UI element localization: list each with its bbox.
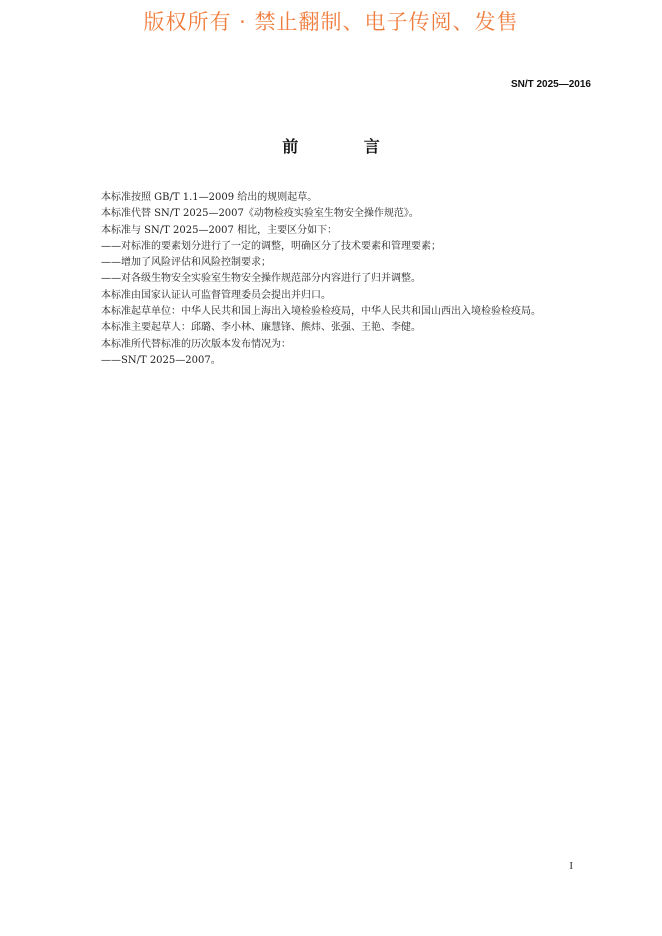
paragraph: 本标准起草单位：中华人民共和国上海出入境检验检疫局，中华人民共和国山西出入境检验检疫局。 <box>101 306 541 318</box>
list-item: ——SN/T 2025—2007。 <box>101 354 221 366</box>
foreword-body <box>80 190 592 369</box>
standard-number: SN/T 2025—2016 <box>510 79 591 90</box>
section-title: 前 言 <box>282 137 410 156</box>
list-item: ——对标准的要素划分进行了一定的调整，明确区分了技术要素和管理要素； <box>101 240 441 252</box>
list-item: ——增加了风险评估和风险控制要求； <box>101 257 271 269</box>
paragraph: 本标准由国家认证认可监督管理委员会提出并归口。 <box>101 289 331 301</box>
paragraph: 本标准与 SN/T 2025—2007 相比，主要区分如下： <box>101 224 338 236</box>
paragraph: 本标准主要起草人：邱璐、李小林、廉慧锋、熊炜、张强、王艳、李健。 <box>101 322 421 334</box>
paragraph: 本标准所代替标准的历次版本发布情况为： <box>101 338 291 350</box>
paragraph: 本标准按照 GB/T 1.1—2009 给出的规则起草。 <box>101 192 318 203</box>
page-number: I <box>569 860 573 872</box>
list-item: ——对各级生物安全实验室生物安全操作规范部分内容进行了归并调整。 <box>101 273 421 285</box>
paragraph: 本标准代替 SN/T 2025—2007《动物检疫实验室生物安全操作规范》。 <box>101 208 419 220</box>
copyright-banner: 版权所有 · 禁止翻制、电子传阅、发售 <box>143 10 519 34</box>
